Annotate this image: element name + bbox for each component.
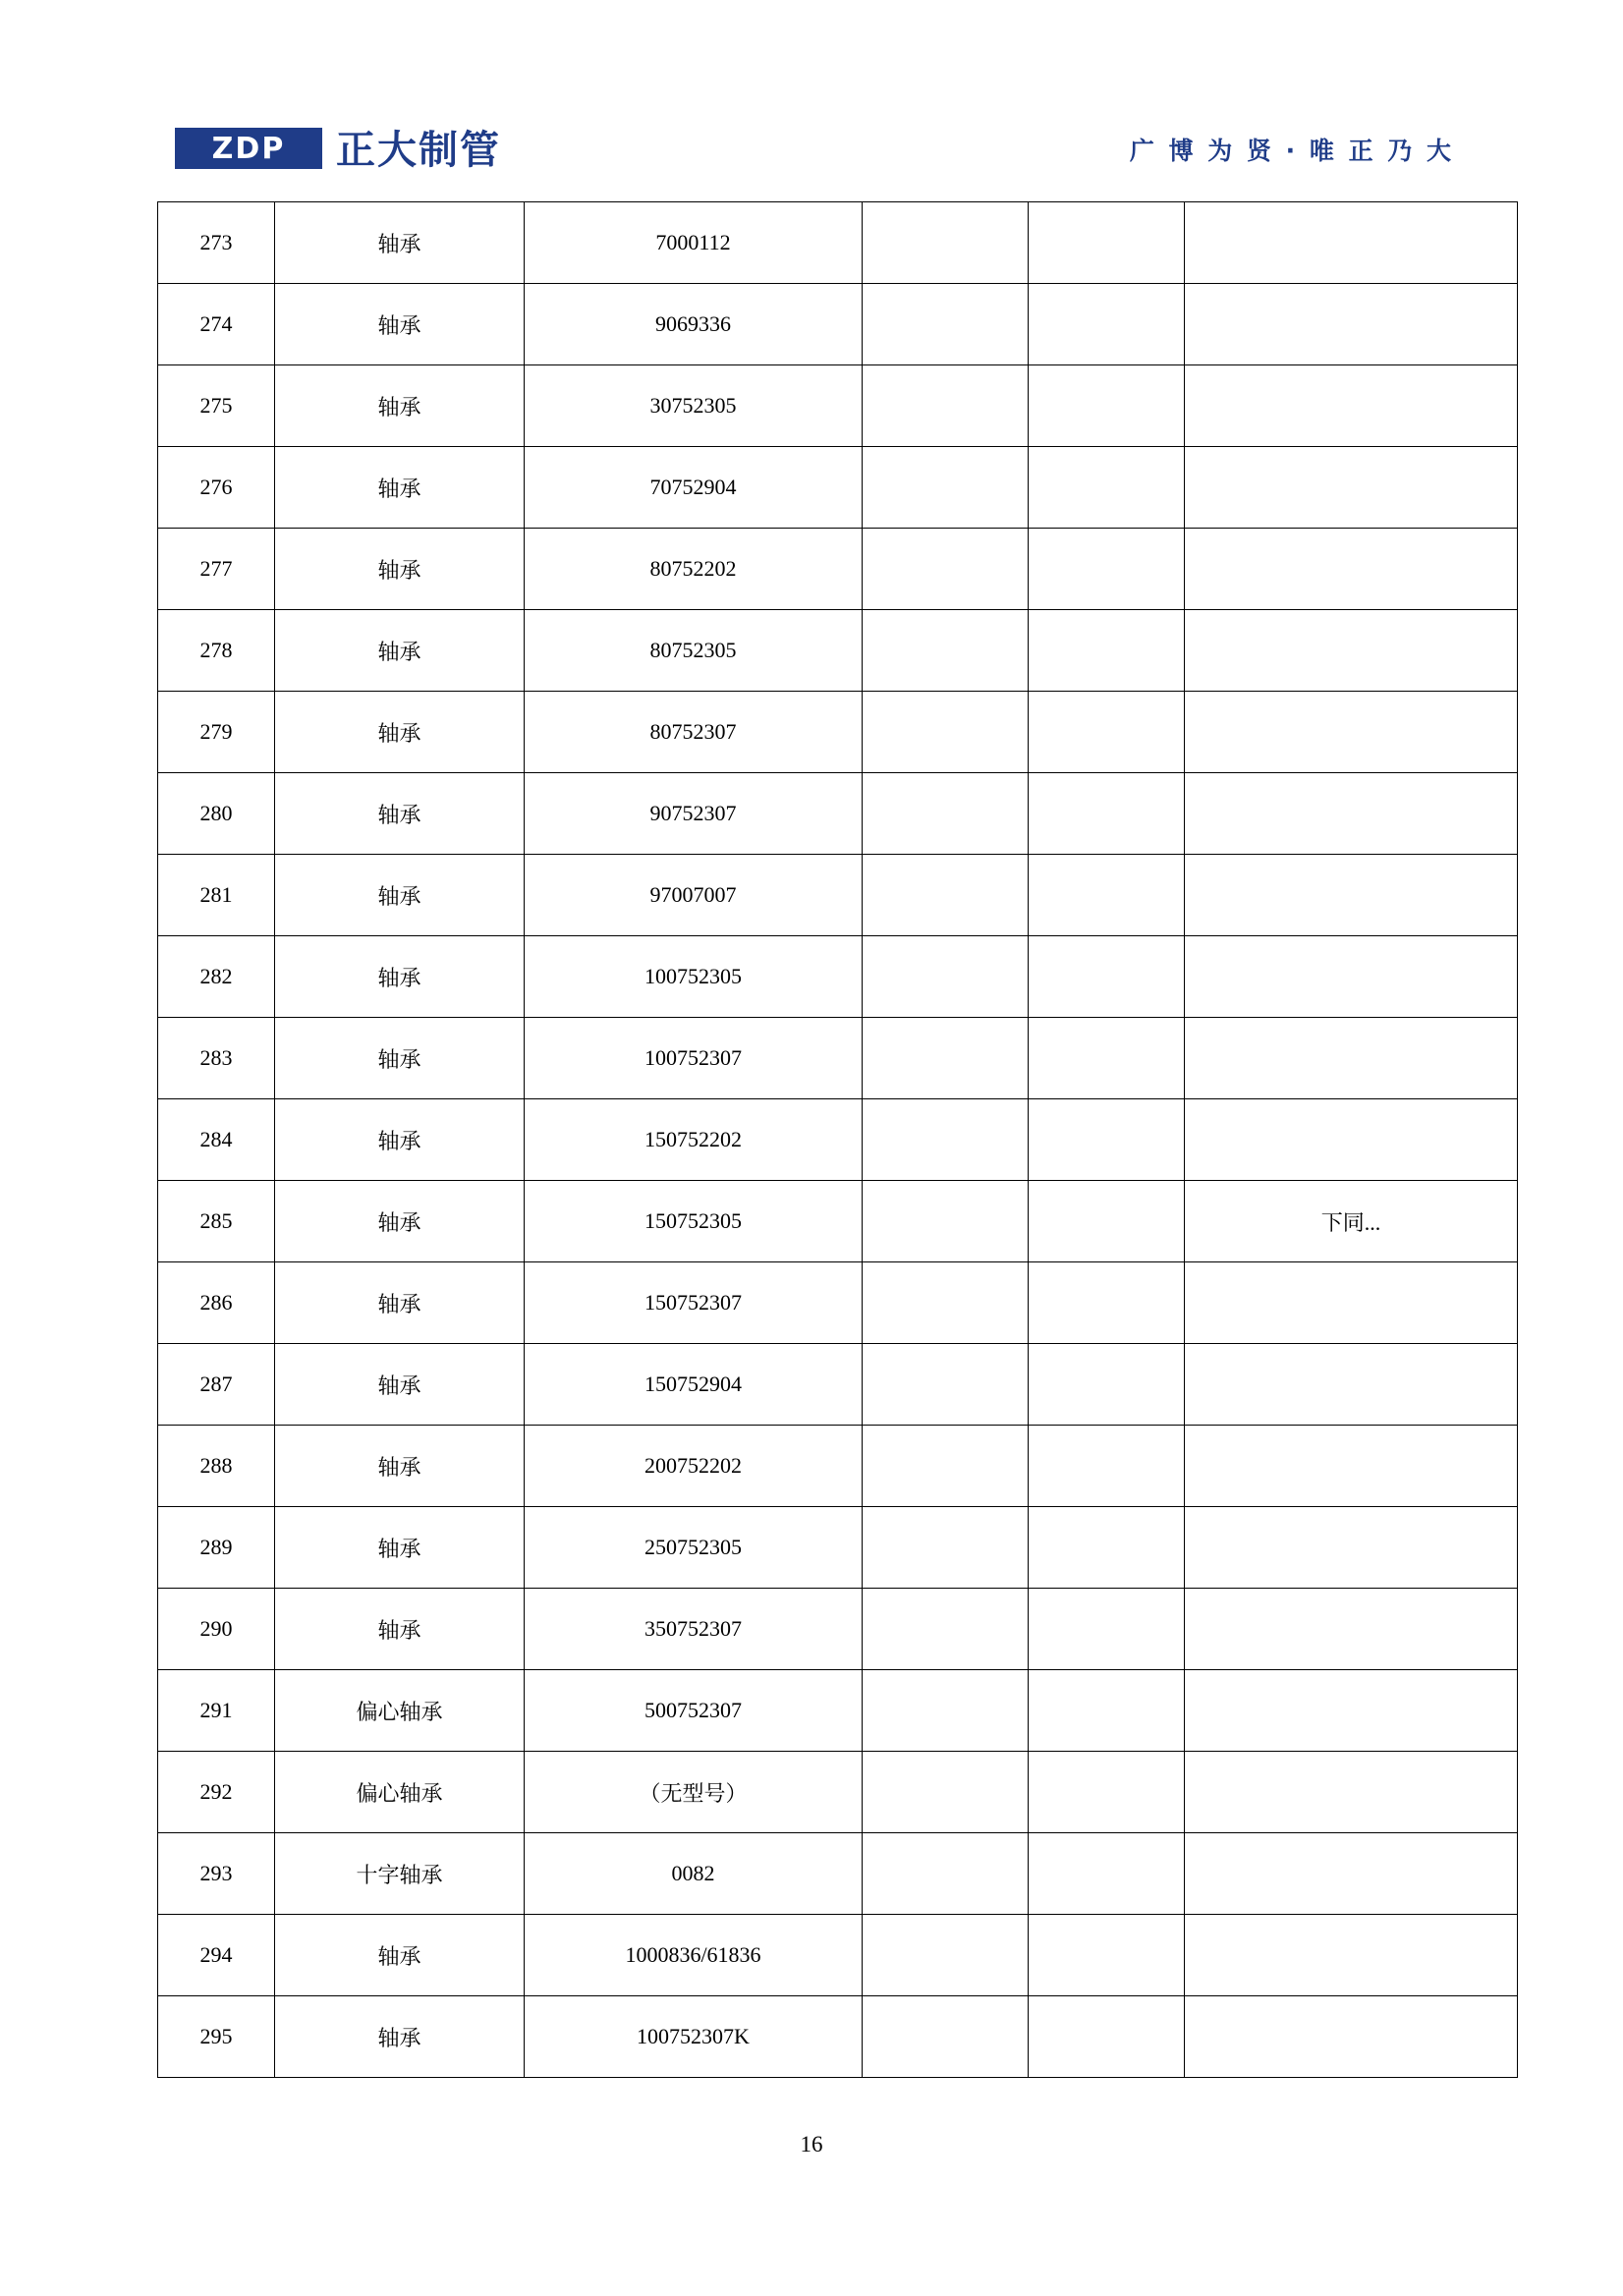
cell-note [1185,1996,1518,2078]
table-row [158,1752,1518,1833]
cell-note [1185,936,1518,1018]
cell-name: 轴承 [275,1426,525,1507]
cell-index: 293 [158,1833,275,1915]
cell-unit [1029,447,1185,529]
cell-note [1185,284,1518,365]
cell-quantity [863,1833,1029,1915]
cell-index: 294 [158,1915,275,1996]
cell-quantity [863,1589,1029,1670]
cell-model: 500752307 [525,1670,863,1752]
cell-quantity [863,610,1029,692]
cell-model: 90752307 [525,773,863,855]
cell-note [1185,202,1518,284]
parts-table [157,201,1518,2078]
zdp-logo-icon [175,128,322,174]
cell-name: 轴承 [275,1915,525,1996]
cell-index: 292 [158,1752,275,1833]
cell-unit [1029,1833,1185,1915]
table-row [158,1344,1518,1426]
cell-model: 200752202 [525,1426,863,1507]
cell-unit [1029,610,1185,692]
cell-index: 288 [158,1426,275,1507]
cell-name: 轴承 [275,1018,525,1099]
cell-index: 284 [158,1099,275,1181]
cell-unit [1029,855,1185,936]
company-name-cn: 正大制管 [336,128,501,173]
cell-model: 70752904 [525,447,863,529]
cell-quantity [863,284,1029,365]
table-row [158,692,1518,773]
cell-index: 275 [158,365,275,447]
cell-name: 轴承 [275,855,525,936]
cell-unit [1029,1344,1185,1426]
cell-unit [1029,1589,1185,1670]
table-row [158,1833,1518,1915]
table-row [158,202,1518,284]
cell-unit [1029,1018,1185,1099]
cell-name: 轴承 [275,529,525,610]
cell-name: 偏心轴承 [275,1752,525,1833]
cell-name: 轴承 [275,773,525,855]
cell-unit [1029,1915,1185,1996]
parts-table-body [158,202,1518,2078]
cell-note [1185,1099,1518,1181]
cell-unit [1029,1507,1185,1589]
page-header [0,116,1623,185]
cell-quantity [863,1996,1029,2078]
cell-unit [1029,1670,1185,1752]
cell-note [1185,529,1518,610]
cell-quantity [863,447,1029,529]
table-row [158,1915,1518,1996]
cell-index: 280 [158,773,275,855]
cell-unit [1029,1426,1185,1507]
cell-note [1185,1833,1518,1915]
cell-unit [1029,1181,1185,1262]
cell-model: 97007007 [525,855,863,936]
parts-table-container [157,201,1464,2078]
cell-index: 287 [158,1344,275,1426]
cell-name: 轴承 [275,447,525,529]
company-logo [175,128,501,174]
cell-name: 偏心轴承 [275,1670,525,1752]
table-row [158,1670,1518,1752]
cell-name: 轴承 [275,365,525,447]
cell-unit [1029,1752,1185,1833]
cell-quantity [863,855,1029,936]
cell-model: （无型号） [525,1752,863,1833]
table-row [158,447,1518,529]
cell-note [1185,1589,1518,1670]
cell-quantity [863,1915,1029,1996]
cell-note [1185,855,1518,936]
cell-quantity [863,365,1029,447]
cell-index: 281 [158,855,275,936]
table-row [158,855,1518,936]
cell-model: 80752307 [525,692,863,773]
cell-index: 290 [158,1589,275,1670]
table-row [158,936,1518,1018]
cell-unit [1029,692,1185,773]
page-number: 16 [800,2132,823,2156]
cell-quantity [863,936,1029,1018]
table-row [158,1507,1518,1589]
cell-note [1185,1344,1518,1426]
cell-model: 80752202 [525,529,863,610]
cell-model: 0082 [525,1833,863,1915]
cell-note [1185,447,1518,529]
table-row [158,1426,1518,1507]
cell-model: 150752904 [525,1344,863,1426]
cell-quantity [863,1670,1029,1752]
cell-quantity [863,202,1029,284]
cell-note [1185,773,1518,855]
cell-quantity [863,1426,1029,1507]
cell-unit [1029,202,1185,284]
cell-unit [1029,773,1185,855]
cell-note [1185,365,1518,447]
cell-quantity [863,1344,1029,1426]
cell-name: 轴承 [275,1589,525,1670]
cell-index: 276 [158,447,275,529]
cell-index: 273 [158,202,275,284]
cell-index: 285 [158,1181,275,1262]
cell-model: 80752305 [525,610,863,692]
table-row [158,1181,1518,1262]
cell-quantity [863,1181,1029,1262]
cell-model: 350752307 [525,1589,863,1670]
cell-index: 278 [158,610,275,692]
cell-model: 100752307K [525,1996,863,2078]
cell-model: 150752202 [525,1099,863,1181]
cell-model: 7000112 [525,202,863,284]
cell-name: 轴承 [275,1099,525,1181]
cell-model: 1000836/61836 [525,1915,863,1996]
table-row [158,529,1518,610]
cell-note: 下同... [1185,1181,1518,1262]
cell-quantity [863,773,1029,855]
cell-unit [1029,1996,1185,2078]
cell-note [1185,1507,1518,1589]
table-row [158,284,1518,365]
cell-index: 274 [158,284,275,365]
table-row [158,773,1518,855]
table-row [158,1018,1518,1099]
cell-name: 轴承 [275,1507,525,1589]
cell-index: 283 [158,1018,275,1099]
cell-unit [1029,284,1185,365]
cell-note [1185,1915,1518,1996]
cell-index: 286 [158,1262,275,1344]
cell-quantity [863,1099,1029,1181]
cell-name: 轴承 [275,202,525,284]
table-row [158,1589,1518,1670]
cell-note [1185,692,1518,773]
cell-model: 150752305 [525,1181,863,1262]
cell-model: 250752305 [525,1507,863,1589]
cell-name: 轴承 [275,284,525,365]
cell-quantity [863,692,1029,773]
cell-note [1185,1752,1518,1833]
cell-name: 轴承 [275,1344,525,1426]
table-row [158,365,1518,447]
cell-model: 30752305 [525,365,863,447]
cell-quantity [863,1507,1029,1589]
cell-index: 279 [158,692,275,773]
cell-index: 277 [158,529,275,610]
cell-quantity [863,1262,1029,1344]
cell-note [1185,1426,1518,1507]
cell-quantity [863,529,1029,610]
cell-name: 轴承 [275,1996,525,2078]
cell-note [1185,1018,1518,1099]
cell-unit [1029,936,1185,1018]
table-row [158,1099,1518,1181]
svg-text:ZDP: ZDP [211,131,286,166]
cell-name: 轴承 [275,936,525,1018]
cell-note [1185,1670,1518,1752]
cell-note [1185,1262,1518,1344]
cell-name: 轴承 [275,692,525,773]
cell-unit [1029,1262,1185,1344]
table-row [158,1262,1518,1344]
cell-index: 295 [158,1996,275,2078]
cell-unit [1029,365,1185,447]
cell-model: 100752305 [525,936,863,1018]
cell-unit [1029,529,1185,610]
cell-name: 轴承 [275,1181,525,1262]
cell-name: 轴承 [275,610,525,692]
table-row [158,610,1518,692]
cell-model: 150752307 [525,1262,863,1344]
cell-model: 9069336 [525,284,863,365]
cell-quantity [863,1752,1029,1833]
cell-name: 十字轴承 [275,1833,525,1915]
cell-index: 289 [158,1507,275,1589]
cell-index: 291 [158,1670,275,1752]
table-row [158,1996,1518,2078]
company-slogan: 广 博 为 贤 · 唯 正 乃 大 [1129,136,1454,165]
cell-unit [1029,1099,1185,1181]
cell-name: 轴承 [275,1262,525,1344]
cell-quantity [863,1018,1029,1099]
cell-note [1185,610,1518,692]
cell-index: 282 [158,936,275,1018]
cell-model: 100752307 [525,1018,863,1099]
